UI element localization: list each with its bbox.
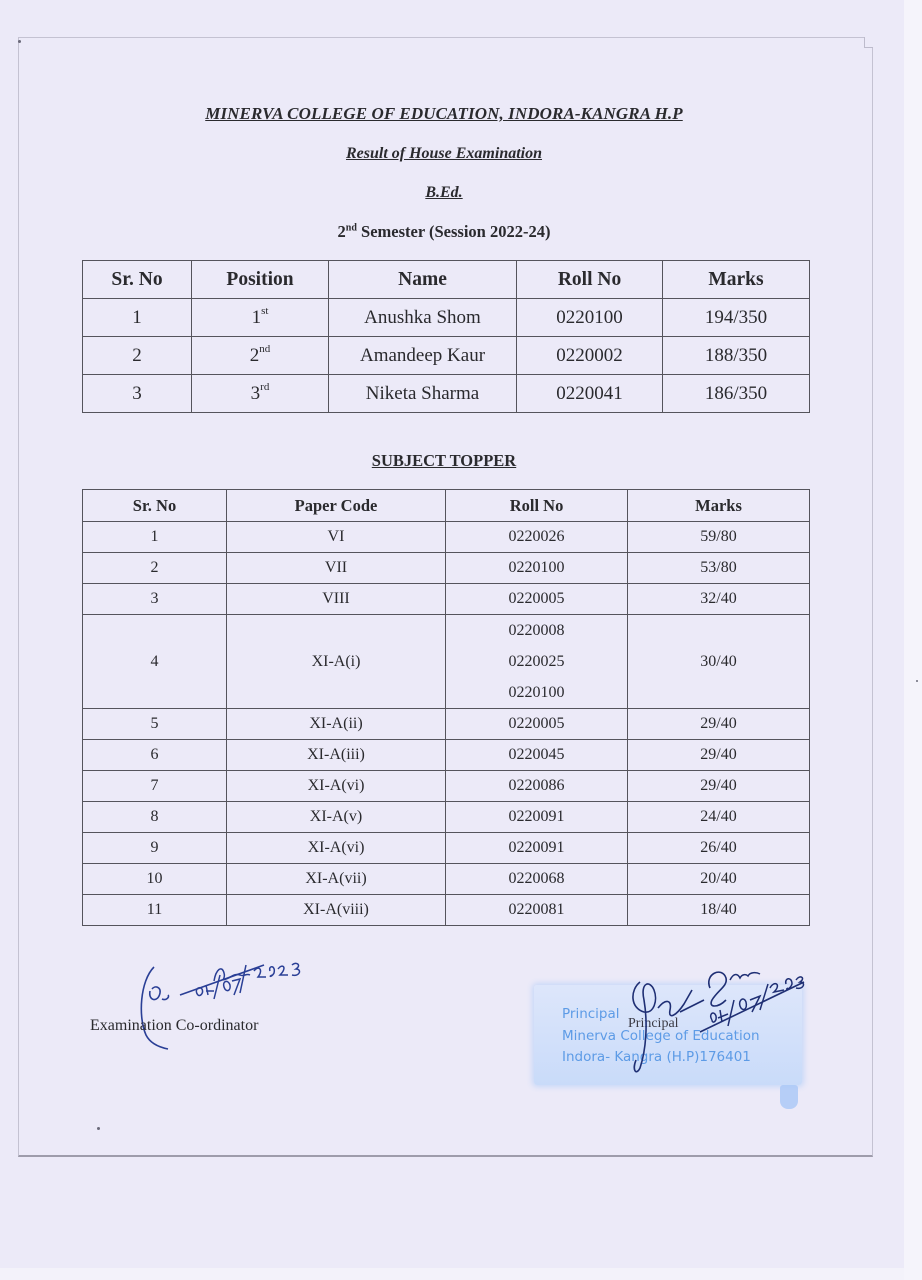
cell-name: Niketa Sharma (329, 375, 517, 413)
position-number: 1 (251, 306, 262, 328)
column-header-position: Position (192, 261, 329, 299)
coordinator-signature-icon (136, 955, 346, 1055)
column-header-sr-no: Sr. No (83, 261, 192, 299)
cell-roll-no (446, 584, 628, 615)
table-header-row (83, 261, 810, 299)
table-row (83, 709, 810, 740)
semester-number: 2 (337, 222, 346, 241)
scan-speck (97, 1127, 100, 1130)
cell-marks: 53/80 (628, 553, 810, 584)
cell-marks: 29/40 (628, 771, 810, 802)
stamp-line-title: Principal (562, 1006, 620, 1022)
cell-paper-code: XI-A(viii) (227, 895, 446, 926)
table-row (83, 299, 810, 337)
roll-number: 0220026 (508, 528, 565, 545)
position-number: 3 (250, 382, 261, 404)
position-number: 2 (249, 344, 260, 366)
column-header-paper-code: Paper Code (227, 490, 446, 522)
cell-paper-code: XI-A(v) (227, 802, 446, 833)
cell-roll-no (446, 615, 628, 709)
roll-number: 0220005 (508, 715, 565, 732)
cell-sr-no: 4 (83, 615, 227, 709)
scan-speck (18, 40, 21, 43)
subject-topper-title: SUBJECT TOPPER (371, 451, 517, 470)
subject-topper-rows (83, 522, 810, 926)
cell-roll-no (446, 709, 628, 740)
position-suffix: st (261, 304, 269, 317)
cell-sr-no: 1 (83, 299, 192, 337)
table-row (83, 337, 810, 375)
roll-number: 0220100 (508, 684, 565, 701)
document-subtitle: Result of House Examination (345, 145, 543, 162)
table-row (83, 584, 810, 615)
semester-label (0, 222, 888, 242)
cell-sr-no: 8 (83, 802, 227, 833)
cell-marks: 186/350 (663, 375, 810, 413)
column-header-sr-no: Sr. No (83, 490, 227, 522)
cell-roll-no: 0220041 (517, 375, 663, 413)
table-row (83, 375, 810, 413)
cell-paper-code: VI (227, 522, 446, 553)
cell-sr-no: 7 (83, 771, 227, 802)
cell-sr-no: 6 (83, 740, 227, 771)
stamp-line-college: Minerva College of Education (562, 1028, 760, 1044)
position-suffix: rd (260, 380, 270, 393)
cell-roll-no (446, 553, 628, 584)
stamp-line-address: Indora- Kangra (H.P)176401 (562, 1049, 751, 1065)
column-header-marks: Marks (663, 261, 810, 299)
cell-marks: 29/40 (628, 709, 810, 740)
roll-number: 0220100 (508, 559, 565, 576)
roll-number: 0220025 (508, 653, 565, 670)
subject-topper-table (82, 489, 810, 926)
cell-roll-no (446, 740, 628, 771)
cell-marks: 18/40 (628, 895, 810, 926)
table-row (83, 895, 810, 926)
table-row (83, 615, 810, 709)
table-row (83, 771, 810, 802)
table-row (83, 864, 810, 895)
position-suffix: nd (259, 342, 271, 355)
cell-paper-code: XI-A(vi) (227, 771, 446, 802)
cell-sr-no: 2 (83, 337, 192, 375)
semester-session: Semester (Session 2022-24) (356, 222, 551, 241)
cell-position (192, 375, 329, 413)
cell-name: Amandeep Kaur (329, 337, 517, 375)
table-row (83, 740, 810, 771)
cell-roll-no (446, 802, 628, 833)
scan-edge-bottom (0, 1268, 904, 1280)
cell-paper-code: XI-A(i) (227, 615, 446, 709)
cell-position (192, 299, 329, 337)
table-row (83, 833, 810, 864)
cell-roll-no: 0220100 (517, 299, 663, 337)
roll-number: 0220091 (508, 839, 565, 856)
cell-sr-no: 2 (83, 553, 227, 584)
cell-marks: 26/40 (628, 833, 810, 864)
cell-paper-code: XI-A(iii) (227, 740, 446, 771)
cell-marks: 30/40 (628, 615, 810, 709)
roll-number: 0220086 (508, 777, 565, 794)
column-header-name: Name (329, 261, 517, 299)
cell-marks: 24/40 (628, 802, 810, 833)
cell-sr-no: 5 (83, 709, 227, 740)
coordinator-label: Examination Co-ordinator (90, 1017, 259, 1034)
cell-paper-code: XI-A(vi) (227, 833, 446, 864)
roll-number: 0220045 (508, 746, 565, 763)
column-header-marks: Marks (628, 490, 810, 522)
cell-sr-no: 11 (83, 895, 227, 926)
cell-sr-no: 1 (83, 522, 227, 553)
table-row (83, 522, 810, 553)
semester-suffix: nd (345, 222, 357, 234)
cell-sr-no: 9 (83, 833, 227, 864)
cell-marks: 188/350 (663, 337, 810, 375)
degree-label: B.Ed. (425, 184, 463, 201)
roll-number: 0220091 (508, 808, 565, 825)
cell-paper-code: VII (227, 553, 446, 584)
cell-roll-no (446, 864, 628, 895)
cell-marks: 20/40 (628, 864, 810, 895)
roll-number: 0220008 (508, 622, 565, 639)
overall-toppers-table (82, 260, 810, 413)
cell-marks: 194/350 (663, 299, 810, 337)
principal-label: Principal (628, 1016, 679, 1031)
stamp-ink-drip (780, 1085, 798, 1109)
cell-marks: 59/80 (628, 522, 810, 553)
cell-roll-no: 0220002 (517, 337, 663, 375)
cell-paper-code: XI-A(ii) (227, 709, 446, 740)
page-corner-fold (864, 37, 873, 48)
cell-sr-no: 3 (83, 584, 227, 615)
cell-name: Anushka Shom (329, 299, 517, 337)
scan-speck (916, 680, 918, 682)
table-header-row (83, 490, 810, 522)
roll-number: 0220081 (508, 901, 565, 918)
cell-roll-no (446, 522, 628, 553)
table-row (83, 553, 810, 584)
cell-sr-no: 10 (83, 864, 227, 895)
cell-roll-no (446, 833, 628, 864)
cell-sr-no: 3 (83, 375, 192, 413)
cell-marks: 29/40 (628, 740, 810, 771)
column-header-roll-no: Roll No (446, 490, 628, 522)
institution-title: MINERVA COLLEGE OF EDUCATION, INDORA-KANGRA H.P (205, 104, 683, 123)
table-row (83, 802, 810, 833)
cell-paper-code: XI-A(vii) (227, 864, 446, 895)
cell-paper-code: VIII (227, 584, 446, 615)
principal-signature-icon (600, 960, 815, 1080)
cell-position (192, 337, 329, 375)
roll-number: 0220068 (508, 870, 565, 887)
roll-number: 0220005 (508, 590, 565, 607)
cell-roll-no (446, 771, 628, 802)
column-header-roll-no: Roll No (517, 261, 663, 299)
cell-marks: 32/40 (628, 584, 810, 615)
scan-edge-right (904, 0, 922, 1280)
cell-roll-no (446, 895, 628, 926)
